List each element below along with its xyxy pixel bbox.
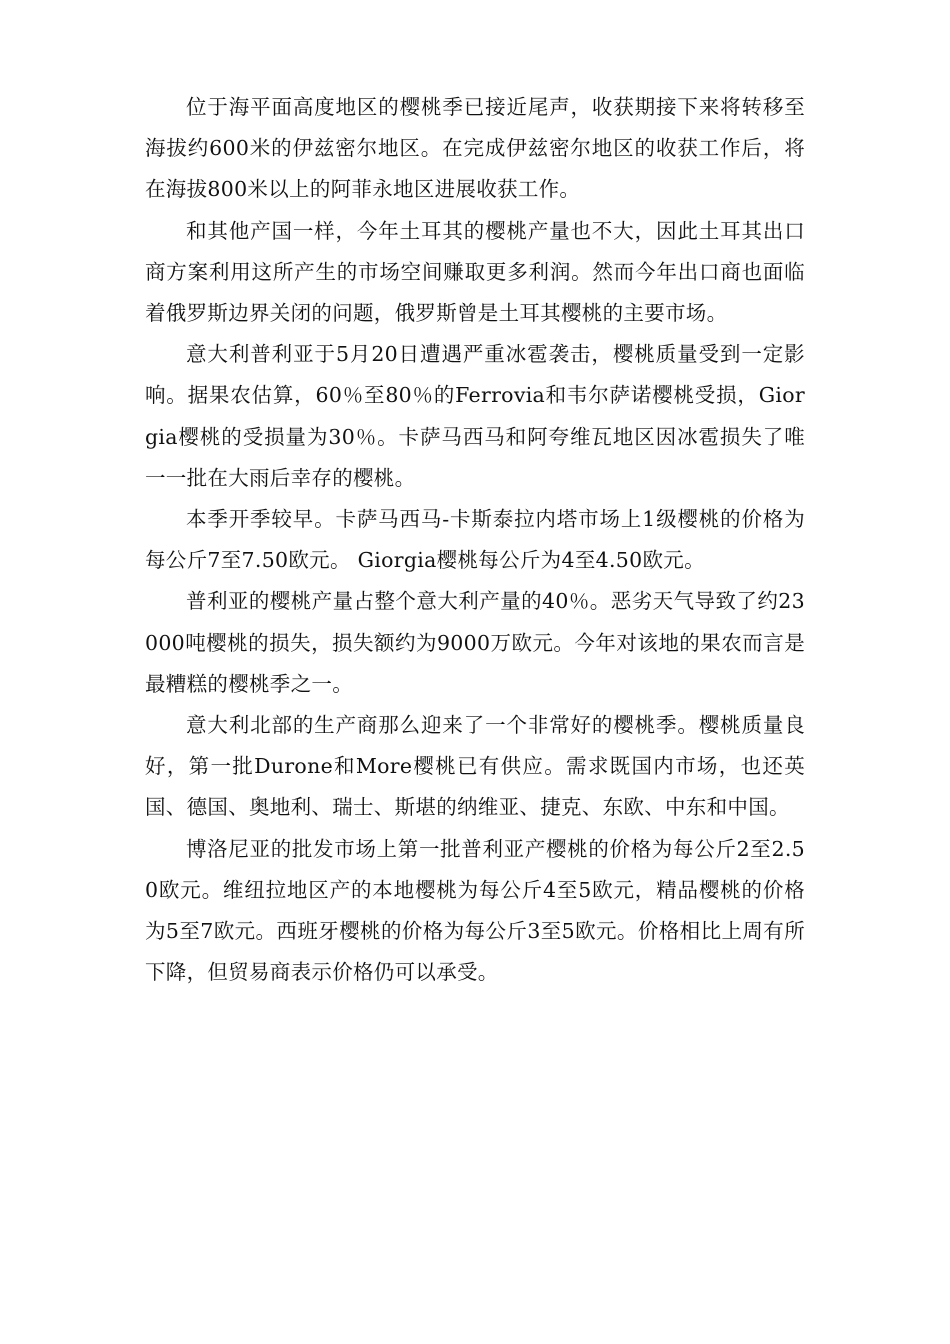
paragraph-turkey-export: 和其他产国一样，今年土耳其的樱桃产量也不大，因此土耳其出口商方案利用这所产生的市场空间赚取更多利润。然而今年出口商也面临着俄罗斯边界关闭的问题，俄罗斯曾是土耳其樱桃的主要市场。: [145, 218, 805, 326]
paragraph-northern-italy: 意大利北部的生产商那么迎来了一个非常好的樱桃季。樱桃质量良好，第一批Durone和More樱桃已有供应。需求既国内市场，也还英国、德国、奥地利、瑞士、斯堪的纳维亚、捷克、东欧、中东和中国。: [145, 713, 805, 820]
document-body: [145, 87, 805, 993]
paragraph-puglia-hail: 意大利普利亚于5月20日遭遇严重冰雹袭击，樱桃质量受到一定影响。据果农估算，60％至80％的Ferrovia和韦尔萨诺樱桃受损，Giorgia樱桃的受损量为30％。卡萨马西马和阿夸维瓦地区因冰雹损失了唯一一批在大雨后幸存的樱桃。: [145, 342, 805, 490]
paragraph-bologna-market: 博洛尼亚的批发市场上第一批普利亚产樱桃的价格为每公斤2至2.50欧元。维纽拉地区产的本地樱桃为每公斤4至5欧元，精品樱桃的价格为5至7欧元。西班牙樱桃的价格为每公斤3至5欧元。价格相比上周有所下降，但贸易商表示价格仍可以承受。: [145, 836, 805, 985]
paragraph-puglia-losses: 普利亚的樱桃产量占整个意大利产量的40％。恶劣天气导致了约23000吨樱桃的损失，损失额约为9000万欧元。今年对该地的果农而言是最糟糕的樱桃季之一。: [145, 589, 805, 696]
paragraph-season-prices: 本季开季较早。卡萨马西马-卡斯泰拉内塔市场上1级樱桃的价格为每公斤7至7.50欧元。 Giorgia樱桃每公斤为4至4.50欧元。: [145, 507, 805, 573]
paragraph-turkey-harvest: 位于海平面高度地区的樱桃季已接近尾声，收获期接下来将转移至海拔约600米的伊兹密尔地区。在完成伊兹密尔地区的收获工作后，将在海拔800米以上的阿菲永地区进展收获工作。: [145, 95, 805, 202]
